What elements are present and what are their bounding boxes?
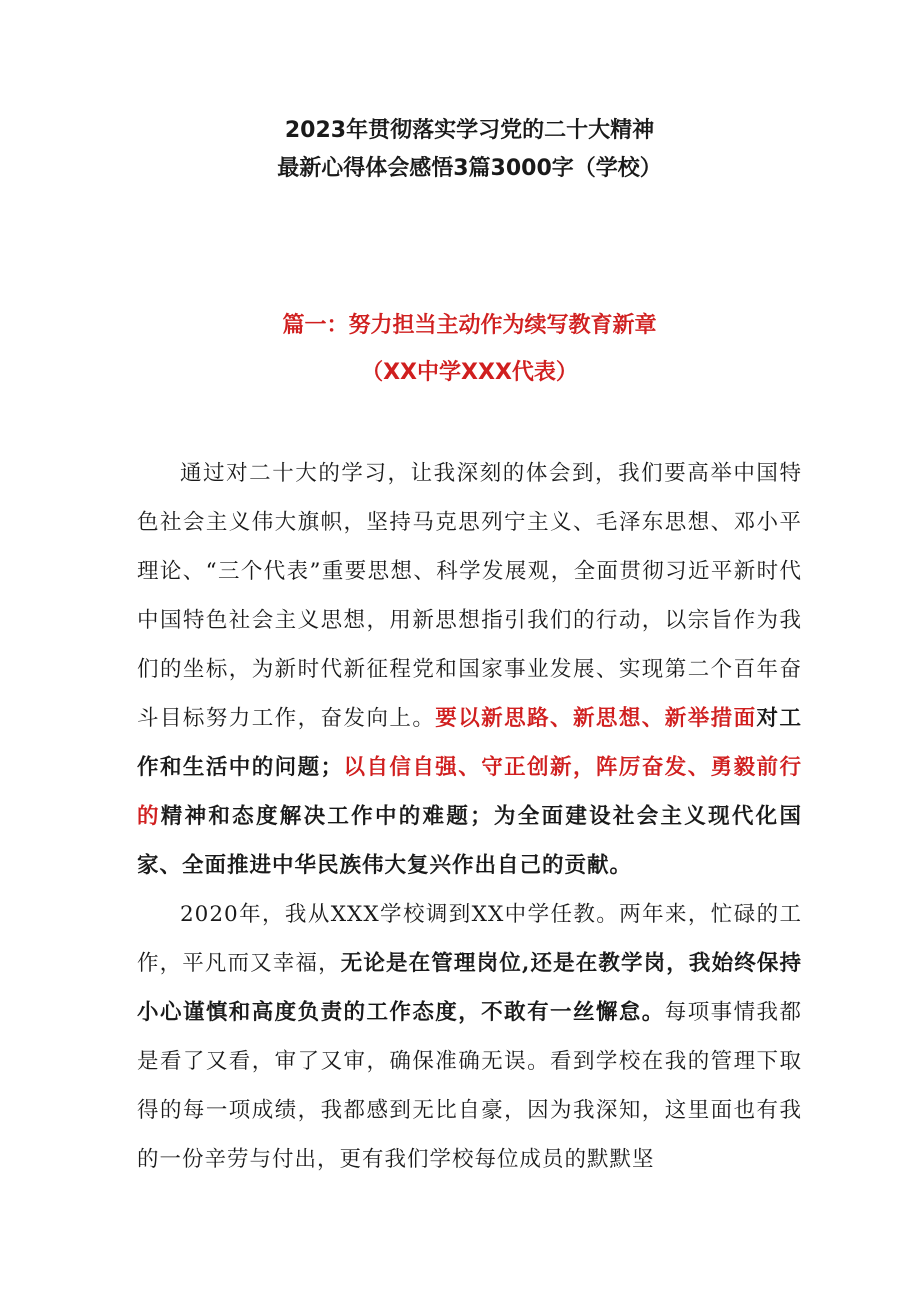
paragraph-2-emphasis-bold: 无论是在管理岗位,还是在教学岗，我始终保持小心谨慎和高度负责的工作态度，不敢有一丝懈怠。 xyxy=(137,951,802,1025)
section-1-heading-block xyxy=(137,188,802,396)
paragraph-1-text: 通过对二十大的学习，让我深刻的体会到，我们要高举中国特色社会主义伟大旗帜，坚持马克思列宁主义、毛泽东思想、邓小平理论、“三个代表”重要思想、科学发展观，全面贯彻习近平新时代中国特色社会主义思想，用新思想指引我们的行动，以宗旨作为我们的坐标，为新时代新征程党和国家事业发展、实现第二个百年奋斗目标努力工作，奋发向上。 xyxy=(137,461,802,731)
paragraph-1-emphasis-bold: 对工作和生活中的问题； xyxy=(137,706,802,780)
document-title-line-1: 2023年贯彻落实学习党的二十大精神 xyxy=(284,118,655,143)
paragraph-1-emphasis-red-bold: 要以新思路、新思想、新举措面 xyxy=(435,706,757,731)
paragraph-1-emphasis-bold-2: 精神和态度解决工作中的难题；为全面建设社会主义现代化国家、全面推进中华民族伟大复兴作出自己的贡献。 xyxy=(137,804,802,878)
paragraph-1-emphasis-red-bold-2: 以自信自强、守正创新，阵厉奋发、勇毅前行的 xyxy=(137,755,802,829)
body-paragraph-2 xyxy=(137,890,802,1184)
document-title-block xyxy=(137,0,802,188)
document-body xyxy=(137,396,802,1184)
section-1-subheading: （XX中学XXX代表） xyxy=(361,360,578,385)
paragraph-2-text-2: 每项事情我都是看了又看，审了又审，确保准确无误。看到学校在我的管理下取得的每一项成绩，我都感到无比自豪，因为我深知，这里面也有我的一份辛劳与付出，更有我们学校每位成员的默默坚 xyxy=(137,1000,802,1172)
section-1-heading: 篇一：努力担当主动作为续写教育新章 xyxy=(282,313,657,338)
paragraph-2-text: 2020年，我从XXX学校调到XX中学任教。两年来，忙碌的工作，平凡而又幸福， xyxy=(137,902,802,976)
body-paragraph-1 xyxy=(137,449,802,890)
document-title-line-2: 最新心得体会感悟3篇3000字（学校） xyxy=(277,156,662,181)
